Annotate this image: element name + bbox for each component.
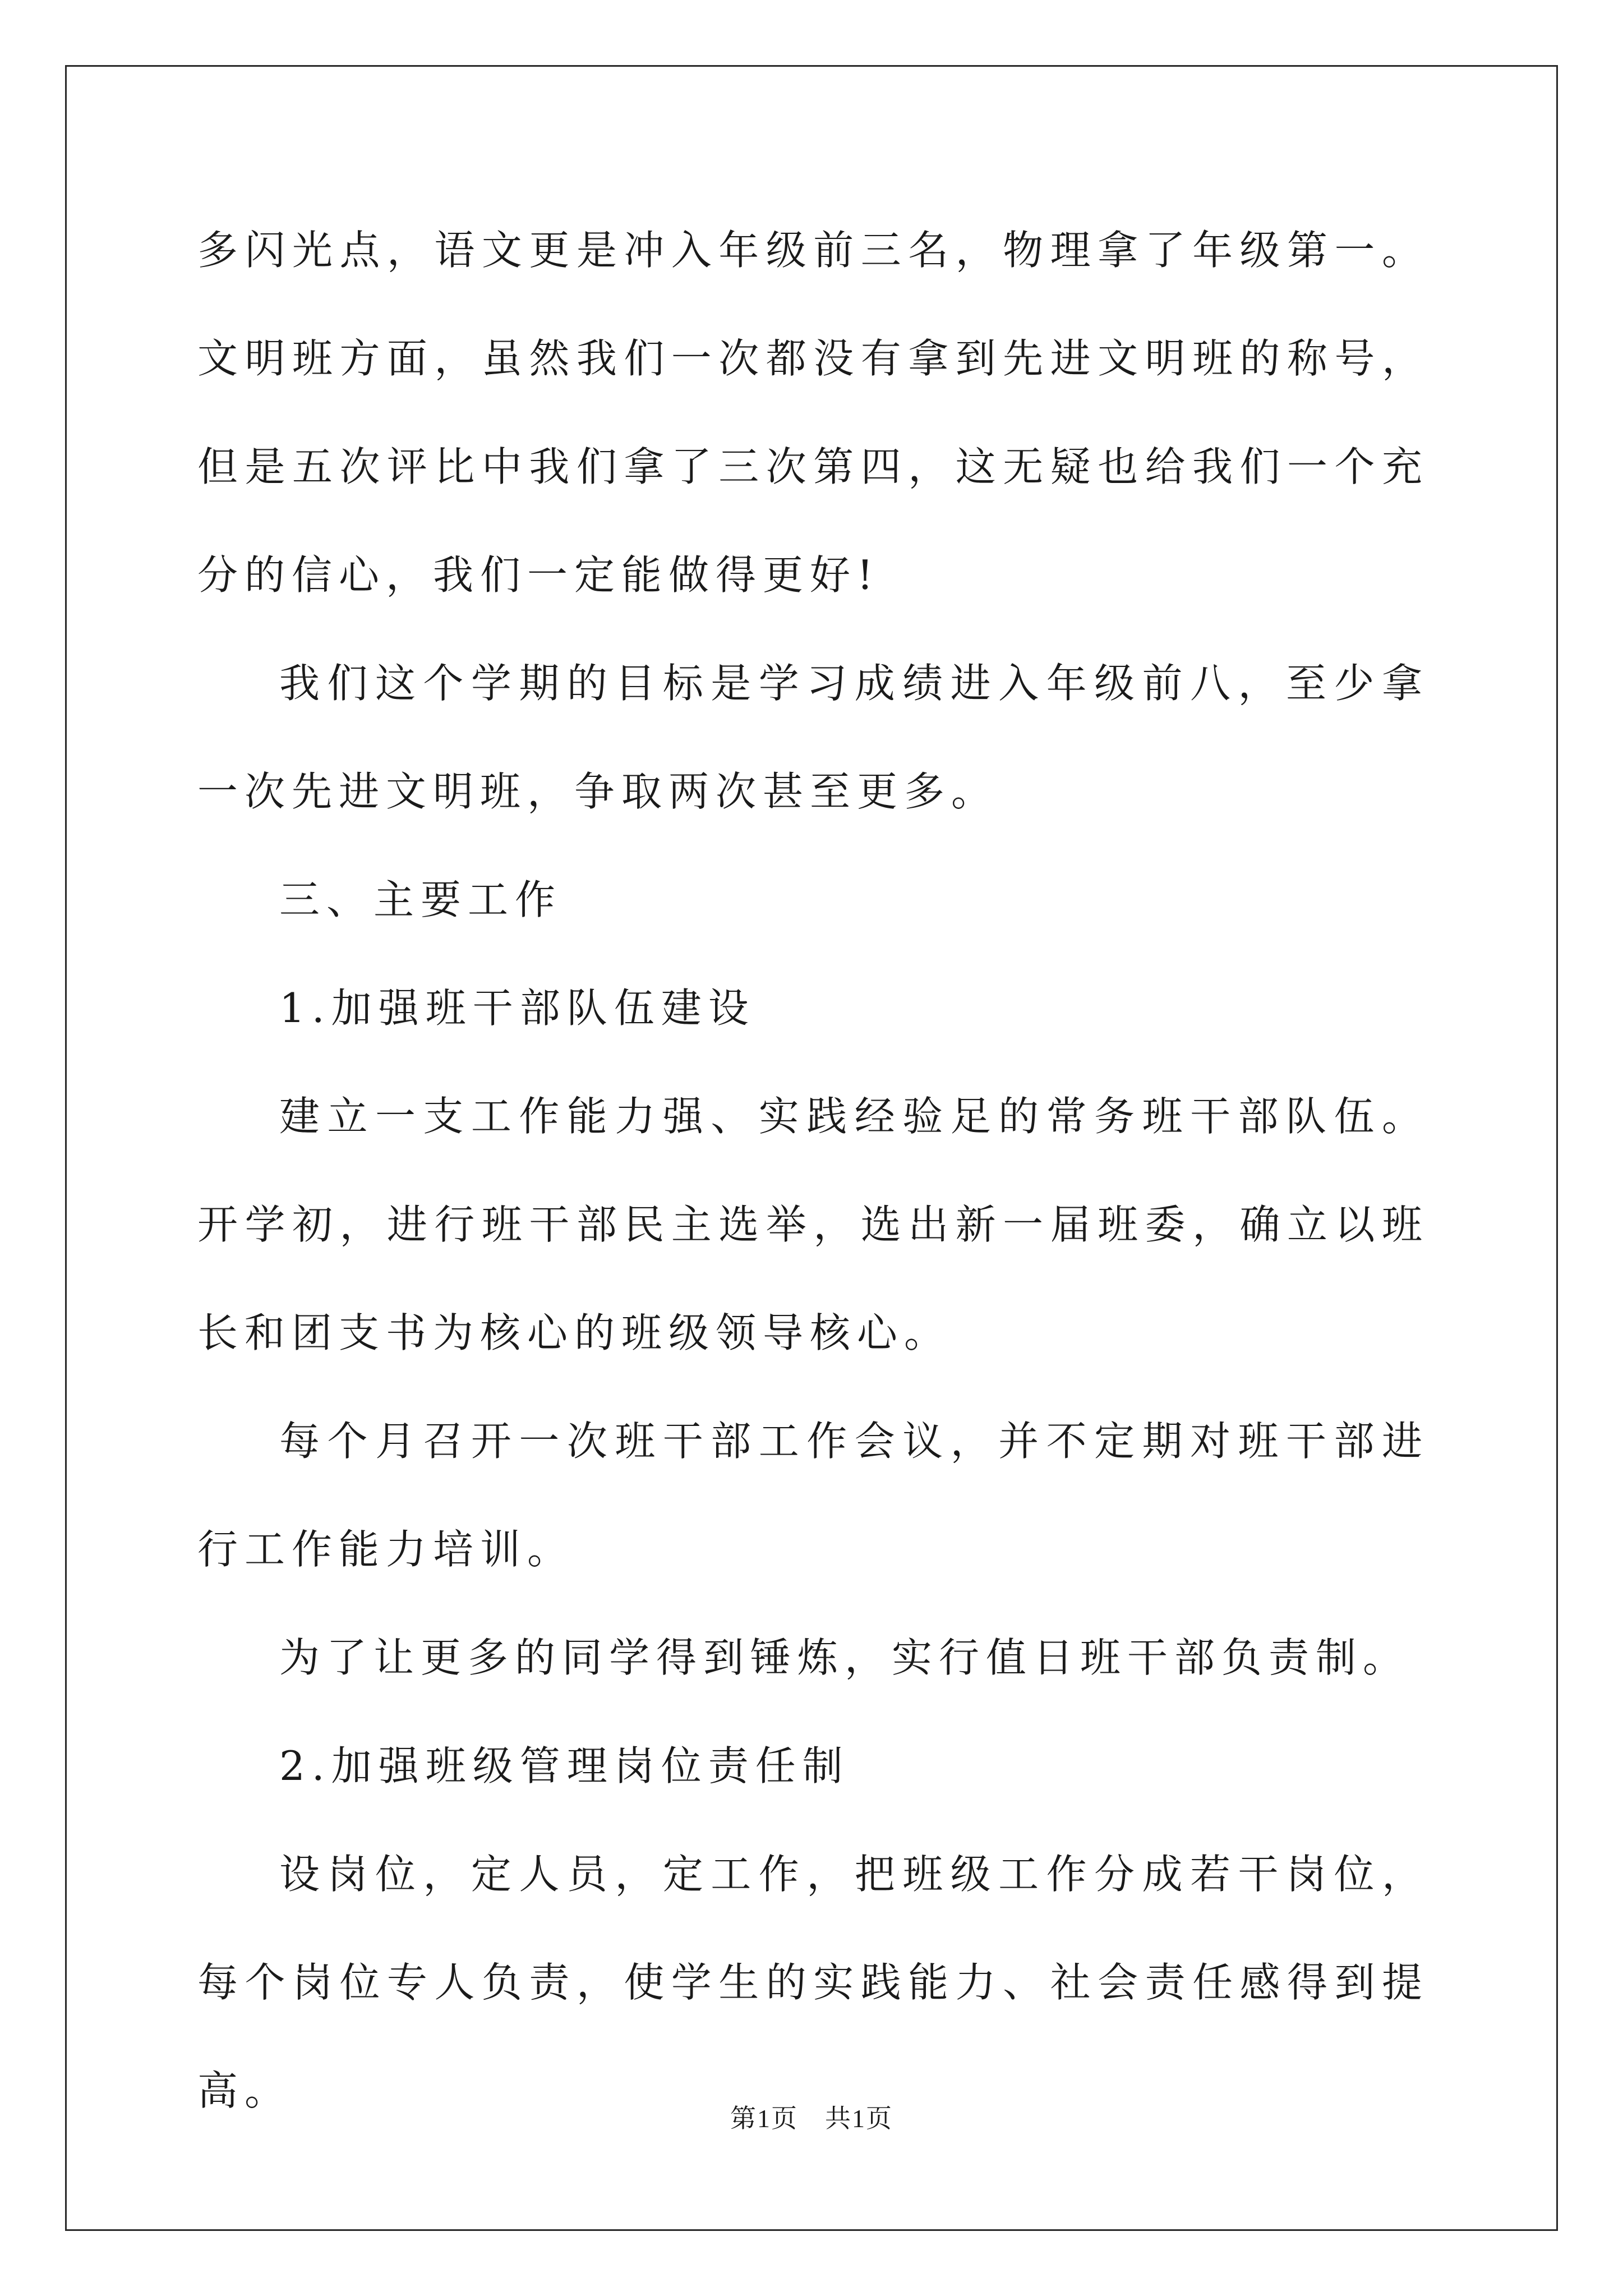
paragraph-5: 建立一支工作能力强、实践经验足的常务班干部队伍。开学初，进行班干部民主选举，选出新一届班委，确立以班长和团支书为核心的班级领导核心。 [197,1093,1429,1356]
paragraph-1: 多闪光点，语文更是冲入年级前三名，物理拿了年级第一。文明班方面，虽然我们一次都没有拿到先进文明班的称号，但是五次评比中我们拿了三次第四，这无疑也给我们一个充分的信心，我们一定能做得更好! [197,227,1429,599]
paragraph-6: 每个月召开一次班干部工作会议，并不定期对班干部进行工作能力培训。 [197,1418,1429,1573]
paragraph-9: 设岗位，定人员，定工作，把班级工作分成若干岗位，每个岗位专人负责，使学生的实践能力、社会责任感得到提高。 [197,1851,1429,2114]
page-footer [0,2098,1623,2135]
page-number-total: 共1页 [825,2104,893,2133]
paragraph-2: 我们这个学期的目标是学习成绩进入年级前八，至少拿一次先进文明班，争取两次甚至更多。 [197,660,1429,815]
paragraph-7: 为了让更多的同学得到锤炼，实行值日班干部负责制。 [279,1634,1410,1681]
subheading-2: 2.加强班级管理岗位责任制 [279,1742,850,1789]
page-number-current: 第1页 [730,2104,798,2133]
subheading-1: 1.加强班干部队伍建设 [279,984,755,1032]
document-body [197,196,1429,2145]
section-heading-main-work: 三、主要工作 [279,876,562,923]
